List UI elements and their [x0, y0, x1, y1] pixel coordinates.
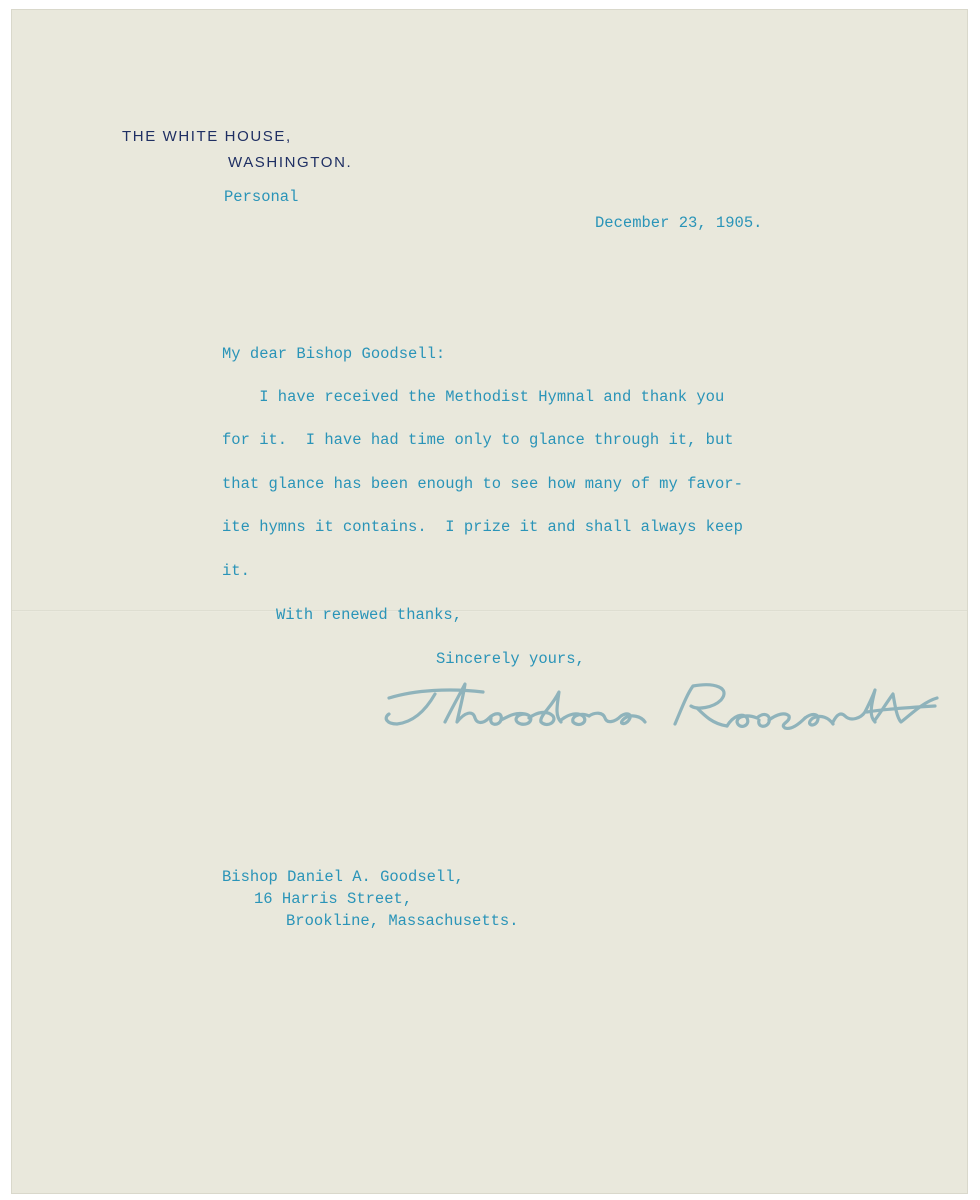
- recipient-name: Bishop Daniel A. Goodsell,: [222, 868, 464, 886]
- body-line: that glance has been enough to see how many of my favor-: [222, 475, 743, 493]
- body-line: ite hymns it contains. I prize it and shall always keep: [222, 518, 743, 536]
- complimentary-close: Sincerely yours,: [436, 650, 585, 668]
- letterhead-title: THE WHITE HOUSE,: [122, 128, 292, 145]
- personal-marking: Personal: [224, 188, 299, 206]
- salutation: My dear Bishop Goodsell:: [222, 345, 446, 363]
- recipient-street: 16 Harris Street,: [254, 890, 413, 908]
- letter-date: December 23, 1905.: [595, 214, 763, 232]
- handwritten-signature: [375, 672, 945, 752]
- body-line: for it. I have had time only to glance through it, but: [222, 431, 734, 449]
- body-line: I have received the Methodist Hymnal and thank you: [222, 388, 725, 406]
- recipient-city: Brookline, Massachusetts.: [286, 912, 519, 930]
- letter-paper: [12, 10, 967, 1193]
- letterhead-city: WASHINGTON.: [228, 154, 353, 171]
- closing-line: With renewed thanks,: [276, 606, 463, 624]
- fold-crease: [12, 610, 967, 612]
- body-line: it.: [222, 562, 250, 580]
